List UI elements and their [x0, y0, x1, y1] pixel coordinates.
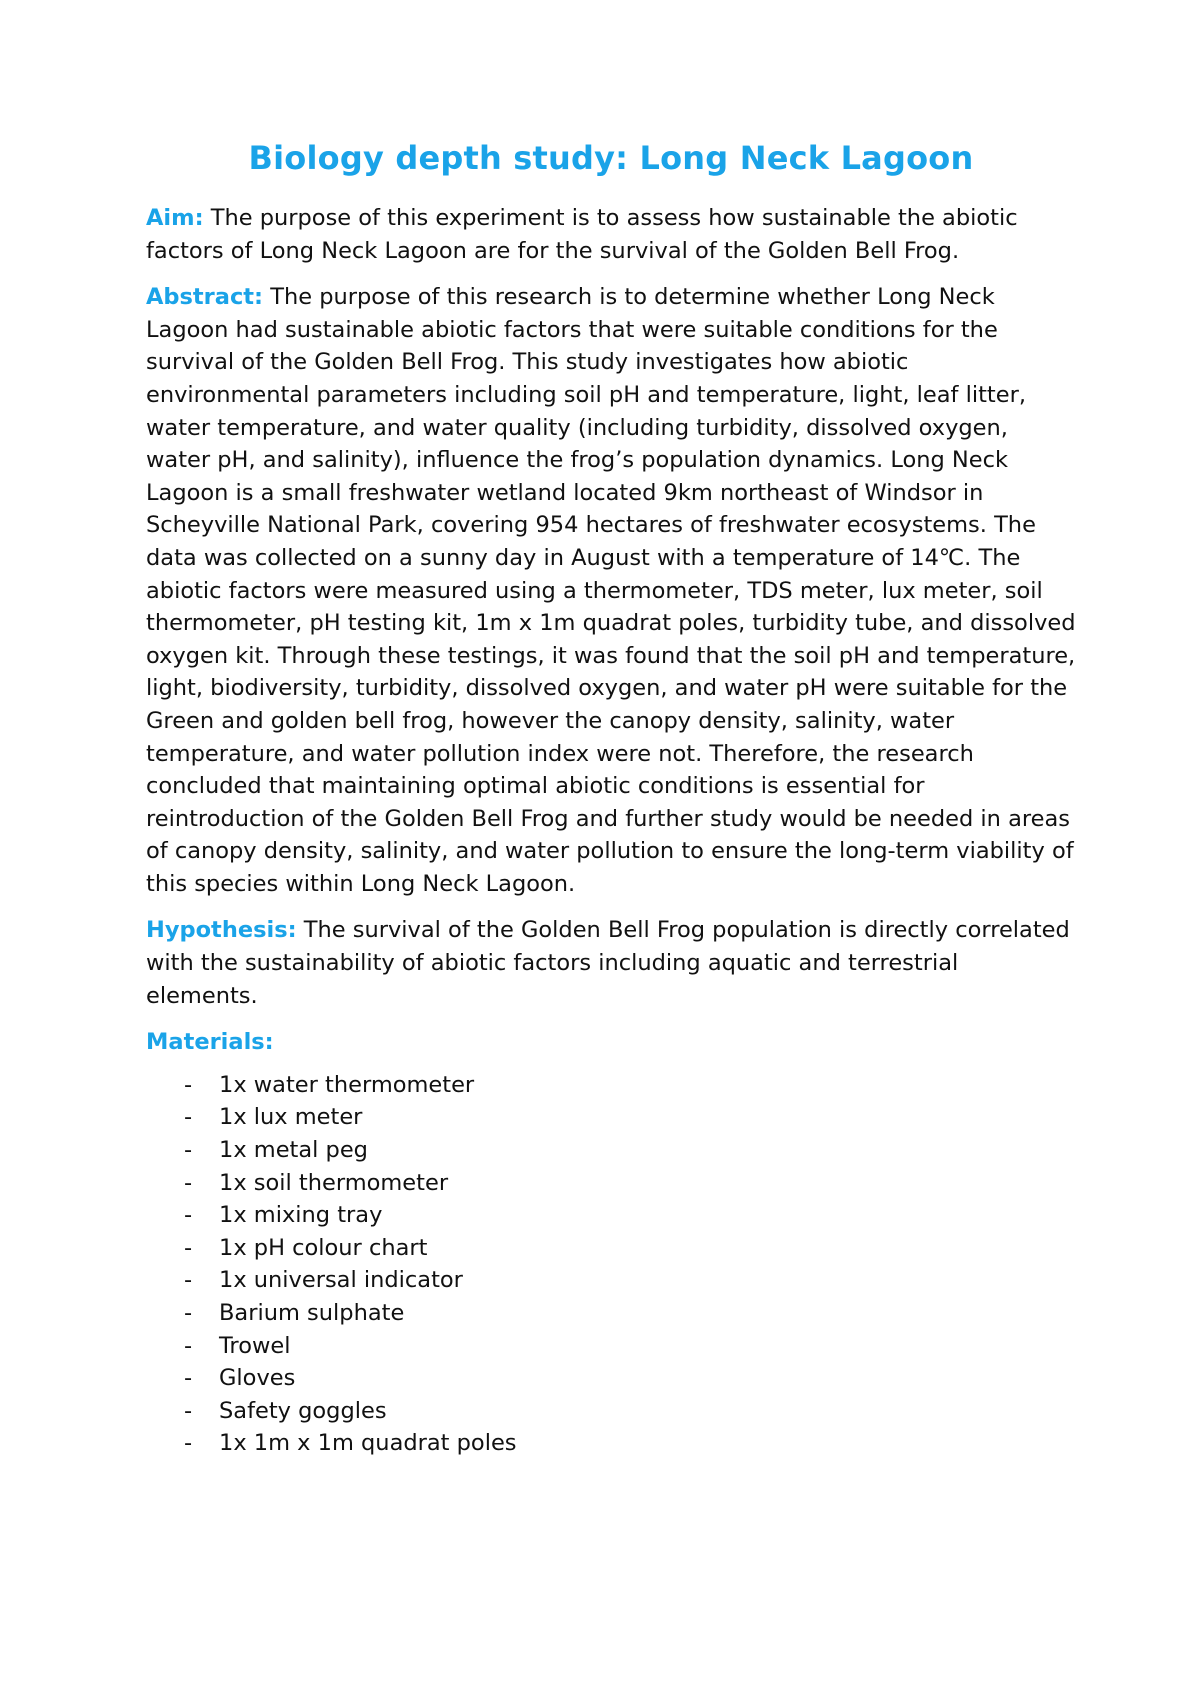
- list-item-text: 1x mixing tray: [219, 1202, 383, 1229]
- list-item-text: 1x water thermometer: [219, 1071, 475, 1098]
- list-item-text: 1x universal indicator: [219, 1267, 463, 1294]
- list-item-text: 1x pH colour chart: [219, 1234, 428, 1261]
- list-bullet: -: [184, 1300, 193, 1326]
- list-item: [146, 1232, 1076, 1265]
- list-item-text: Gloves: [219, 1365, 296, 1392]
- list-bullet: -: [184, 1267, 193, 1294]
- list-bullet: -: [184, 1365, 193, 1392]
- list-item-text: Barium sulphate: [219, 1300, 405, 1326]
- page-title: Biology depth study: Long Neck Lagoon: [248, 139, 974, 177]
- list-item: [146, 1101, 1076, 1134]
- aim-label: Aim:: [146, 205, 204, 231]
- list-item: [146, 1069, 1076, 1102]
- materials-list: [146, 1069, 1076, 1460]
- list-bullet: -: [184, 1104, 193, 1131]
- list-bullet: -: [184, 1169, 193, 1196]
- abstract-paragraph: [146, 281, 1076, 900]
- list-item: [146, 1297, 1076, 1330]
- list-item-text: Trowel: [219, 1332, 291, 1359]
- list-item: [146, 1395, 1076, 1428]
- list-item-text: 1x 1m x 1m quadrat poles: [219, 1430, 517, 1457]
- list-item: [146, 1199, 1076, 1232]
- document-page: [146, 138, 1076, 1460]
- list-bullet: -: [184, 1137, 193, 1164]
- list-item: [146, 1167, 1076, 1200]
- list-item: [146, 1427, 1076, 1460]
- list-bullet: -: [184, 1234, 193, 1261]
- list-bullet: -: [184, 1332, 193, 1359]
- list-item-text: 1x lux meter: [219, 1104, 363, 1131]
- abstract-label: Abstract:: [146, 284, 264, 311]
- list-bullet: -: [184, 1071, 193, 1098]
- list-item-text: 1x metal peg: [219, 1137, 368, 1164]
- abstract-text: The purpose of this research is to determine whether Long Neck Lagoon had sustainable abiotic factors that were suitable conditions for the survival of the Golden Bell Frog. This study investigates how abiotic environmental parameters including soil pH and temperature, light, leaf litter, water temperature, and water quality (including turbidity, dissolved oxygen, water pH, and salinity), influence the frog’s population dynamics. Long Neck Lagoon is a small freshwater wetland located 9km northeast of Windsor in Scheyville National Park, covering 954 hectares of freshwater ecosystems. The data was collected on a sunny day in August with a temperature of 14℃. The abiotic factors were measured using a thermometer, TDS meter, lux meter, soil thermometer, pH testing kit, 1m x 1m quadrat poles, turbidity tube, and dissolved oxygen kit. Through these testings, it was found that the soil pH and temperature, light, biodiversity, turbidity, dissolved oxygen, and water pH were suitable for the Green and golden bell frog, however the canopy density, salinity, water temperature, and water pollution index were not. Therefore, the research concluded that maintaining optimal abiotic conditions is essential for reintroduction of the Golden Bell Frog and further study would be needed in areas of canopy density, salinity, and water pollution to ensure the long-term viability of this species within Long Neck Lagoon.: [146, 284, 1076, 897]
- list-item: [146, 1264, 1076, 1297]
- aim-paragraph: [146, 202, 1076, 267]
- list-item-text: Safety goggles: [219, 1397, 387, 1424]
- hypothesis-text: The survival of the Golden Bell Frog population is directly correlated with the sustainability of abiotic factors including aquatic and terrestrial elements.: [146, 917, 1070, 1009]
- list-bullet: -: [184, 1397, 193, 1424]
- list-item: [146, 1330, 1076, 1363]
- hypothesis-label: Hypothesis:: [146, 917, 297, 944]
- list-bullet: -: [184, 1202, 193, 1229]
- list-item: [146, 1134, 1076, 1167]
- materials-heading: Materials:: [146, 1029, 274, 1056]
- hypothesis-paragraph: [146, 914, 1076, 1012]
- aim-text: The purpose of this experiment is to assess how sustainable the abiotic factors of Long Neck Lagoon are for the survival of the Golden Bell Frog.: [146, 205, 1018, 264]
- list-item-text: 1x soil thermometer: [219, 1169, 449, 1196]
- list-bullet: -: [184, 1430, 193, 1457]
- list-item: [146, 1362, 1076, 1395]
